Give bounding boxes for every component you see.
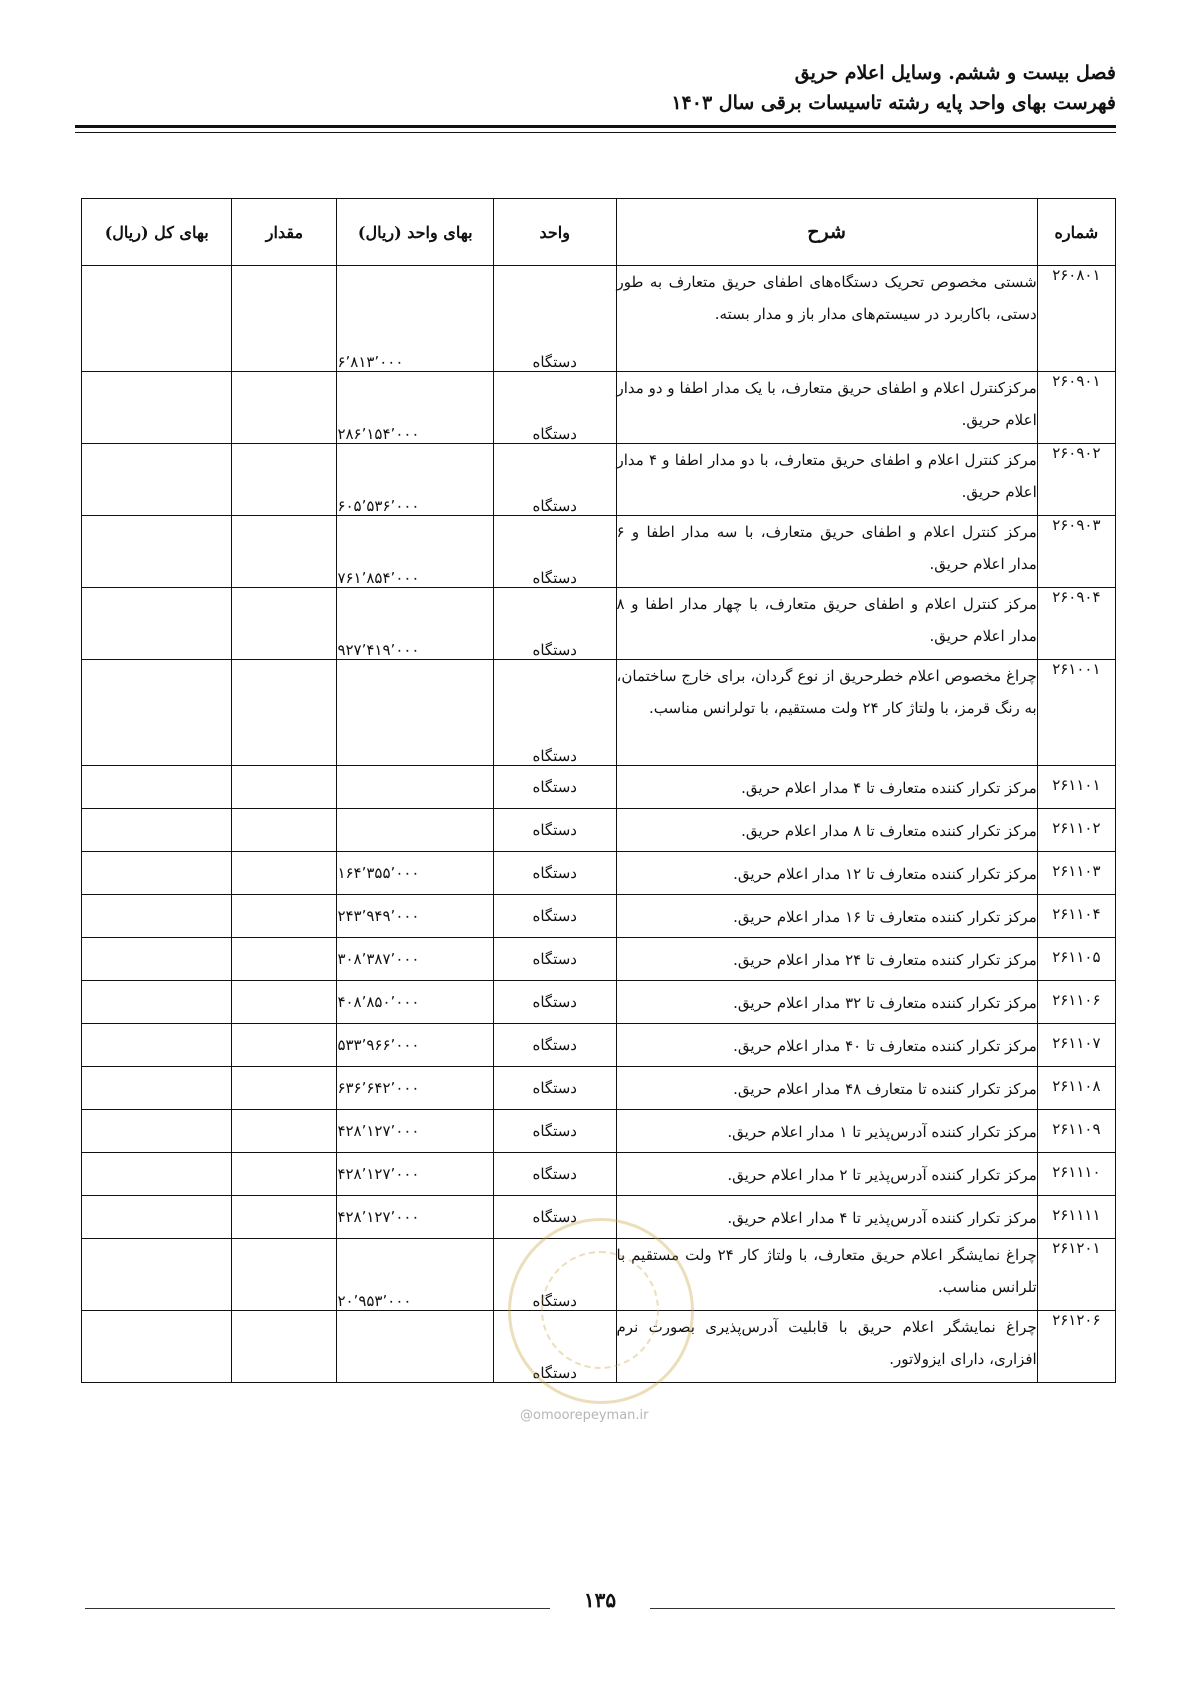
item-total-price: [82, 852, 232, 895]
item-total-price: [82, 981, 232, 1024]
item-quantity: [232, 588, 337, 660]
item-total-price: [82, 588, 232, 660]
price-list-table: [81, 198, 1116, 1383]
item-code: ۲۶۰۹۰۳: [1037, 516, 1115, 588]
document-title: فهرست بهای واحد پایه رشته تاسیسات برقی سال ۱۴۰۳: [671, 92, 1116, 114]
item-unit-price: ۱۶۴٬۳۵۵٬۰۰۰: [337, 852, 494, 895]
item-quantity: [232, 1196, 337, 1239]
item-unit-price: ۴۰۸٬۸۵۰٬۰۰۰: [337, 981, 494, 1024]
item-unit-price: ۲۰٬۹۵۳٬۰۰۰: [337, 1239, 494, 1311]
item-unit: دستگاه: [493, 266, 616, 372]
item-code: ۲۶۰۸۰۱: [1037, 266, 1115, 372]
item-total-price: [82, 516, 232, 588]
item-code: ۲۶۱۱۰۱: [1037, 766, 1115, 809]
item-description: مرکزکنترل اعلام و اطفای حریق متعارف، با یک مدار اطفا و دو مدار اعلام حریق.: [616, 372, 1037, 444]
item-description: مرکز تکرار کننده آدرس‌پذیر تا ۱ مدار اعلام حریق.: [616, 1110, 1037, 1153]
footer-rule-right: [650, 1608, 1115, 1609]
page-number: ۱۳۵: [583, 1588, 617, 1612]
item-description: مرکز کنترل اعلام و اطفای حریق متعارف، با چهار مدار اطفا و ۸ مدار اعلام حریق.: [616, 588, 1037, 660]
item-unit: دستگاه: [493, 1067, 616, 1110]
item-total-price: [82, 766, 232, 809]
item-unit: دستگاه: [493, 895, 616, 938]
item-code: ۲۶۱۰۰۱: [1037, 660, 1115, 766]
item-description: چراغ نمایشگر اعلام حریق متعارف، با ولتاژ کار ۲۴ ولت مستقیم با تلرانس مناسب.: [616, 1239, 1037, 1311]
item-description: شستی مخصوص تحریک دستگاه‌های اطفای حریق متعارف به طور دستی، باکاربرد در سیستم‌های مدار باز و مدار بسته.: [616, 266, 1037, 372]
item-unit: دستگاه: [493, 1196, 616, 1239]
item-unit: دستگاه: [493, 660, 616, 766]
item-quantity: [232, 766, 337, 809]
watermark-text: @omoorepeyman.ir: [520, 1408, 649, 1423]
item-code: ۲۶۱۱۰۲: [1037, 809, 1115, 852]
item-total-price: [82, 1024, 232, 1067]
item-code: ۲۶۰۹۰۴: [1037, 588, 1115, 660]
table-row: [82, 852, 1116, 895]
item-unit: دستگاه: [493, 809, 616, 852]
item-total-price: [82, 1067, 232, 1110]
item-quantity: [232, 895, 337, 938]
item-code: ۲۶۰۹۰۲: [1037, 444, 1115, 516]
item-unit-price: ۴۲۸٬۱۲۷٬۰۰۰: [337, 1153, 494, 1196]
item-quantity: [232, 1153, 337, 1196]
table-row: [82, 1067, 1116, 1110]
header-unit-price: بهای واحد (ریال): [337, 199, 494, 266]
item-quantity: [232, 852, 337, 895]
table-row: [82, 981, 1116, 1024]
item-unit-price: ۶۰۵٬۵۳۶٬۰۰۰: [337, 444, 494, 516]
item-quantity: [232, 1110, 337, 1153]
item-code: ۲۶۱۲۰۶: [1037, 1311, 1115, 1383]
item-unit: دستگاه: [493, 1110, 616, 1153]
page-header: [76, 58, 1116, 118]
item-unit: دستگاه: [493, 444, 616, 516]
item-description: مرکز تکرار کننده متعارف تا ۴ مدار اعلام حریق.: [616, 766, 1037, 809]
item-unit: دستگاه: [493, 1311, 616, 1383]
item-code: ۲۶۱۱۱۰: [1037, 1153, 1115, 1196]
table-row: [82, 1153, 1116, 1196]
item-total-price: [82, 938, 232, 981]
item-unit: دستگاه: [493, 1239, 616, 1311]
item-code: ۲۶۱۱۰۹: [1037, 1110, 1115, 1153]
item-unit: دستگاه: [493, 981, 616, 1024]
item-quantity: [232, 1311, 337, 1383]
item-code: ۲۶۱۱۰۵: [1037, 938, 1115, 981]
item-quantity: [232, 938, 337, 981]
item-unit: دستگاه: [493, 852, 616, 895]
item-quantity: [232, 809, 337, 852]
chapter-title: فصل بیست و ششم. وسایل اعلام حریق: [794, 62, 1116, 84]
item-unit-price: ۶٬۸۱۳٬۰۰۰: [337, 266, 494, 372]
item-description: چراغ نمایشگر اعلام حریق با قابلیت آدرس‌پذیری بصورت نرم افزاری، دارای ایزولاتور.: [616, 1311, 1037, 1383]
item-quantity: [232, 981, 337, 1024]
item-total-price: [82, 444, 232, 516]
footer-rule-left: [85, 1608, 550, 1609]
item-total-price: [82, 1239, 232, 1311]
item-description: مرکز تکرار کننده متعارف تا ۲۴ مدار اعلام حریق.: [616, 938, 1037, 981]
item-description: مرکز تکرار کننده آدرس‌پذیر تا ۲ مدار اعلام حریق.: [616, 1153, 1037, 1196]
table-row: [82, 372, 1116, 444]
table-row: [82, 266, 1116, 372]
item-quantity: [232, 1239, 337, 1311]
item-description: مرکز کنترل اعلام و اطفای حریق متعارف، با سه مدار اطفا و ۶ مدار اعلام حریق.: [616, 516, 1037, 588]
item-quantity: [232, 372, 337, 444]
item-description: مرکز تکرار کننده متعارف تا ۴۰ مدار اعلام حریق.: [616, 1024, 1037, 1067]
item-unit: دستگاه: [493, 1153, 616, 1196]
item-description: مرکز تکرار کننده متعارف تا ۳۲ مدار اعلام حریق.: [616, 981, 1037, 1024]
item-code: ۲۶۱۲۰۱: [1037, 1239, 1115, 1311]
item-unit: دستگاه: [493, 938, 616, 981]
table-row: [82, 895, 1116, 938]
item-unit: دستگاه: [493, 588, 616, 660]
item-unit-price: [337, 660, 494, 766]
header-total-price: بهای کل (ریال): [82, 199, 232, 266]
item-unit-price: ۷۶۱٬۸۵۴٬۰۰۰: [337, 516, 494, 588]
header-code: شماره: [1037, 199, 1115, 266]
item-unit-price: ۶۳۶٬۶۴۲٬۰۰۰: [337, 1067, 494, 1110]
item-unit-price: ۳۰۸٬۳۸۷٬۰۰۰: [337, 938, 494, 981]
item-quantity: [232, 266, 337, 372]
item-total-price: [82, 895, 232, 938]
item-code: ۲۶۱۱۰۷: [1037, 1024, 1115, 1067]
item-total-price: [82, 372, 232, 444]
item-unit-price: ۲۸۶٬۱۵۴٬۰۰۰: [337, 372, 494, 444]
item-quantity: [232, 1024, 337, 1067]
item-unit-price: ۹۲۷٬۴۱۹٬۰۰۰: [337, 588, 494, 660]
item-unit-price: [337, 1311, 494, 1383]
item-unit: دستگاه: [493, 1024, 616, 1067]
item-description: مرکز تکرار کننده آدرس‌پذیر تا ۴ مدار اعلام حریق.: [616, 1196, 1037, 1239]
table-row: [82, 766, 1116, 809]
item-code: ۲۶۱۱۱۱: [1037, 1196, 1115, 1239]
item-unit-price: [337, 766, 494, 809]
item-total-price: [82, 266, 232, 372]
item-description: مرکز تکرار کننده تا متعارف ۴۸ مدار اعلام حریق.: [616, 1067, 1037, 1110]
item-total-price: [82, 1153, 232, 1196]
item-total-price: [82, 660, 232, 766]
header-quantity: مقدار: [232, 199, 337, 266]
table-row: [82, 1196, 1116, 1239]
table-row: [82, 809, 1116, 852]
header-description: شرح: [616, 199, 1037, 266]
item-total-price: [82, 1196, 232, 1239]
item-description: چراغ مخصوص اعلام خطرحریق از نوع گردان، برای خارج ساختمان، به رنگ قرمز، با ولتاژ کار ۲۴ ولت مستقیم، با تولرانس مناسب.: [616, 660, 1037, 766]
table-row: [82, 1024, 1116, 1067]
table-row: [82, 1311, 1116, 1383]
item-description: مرکز تکرار کننده متعارف تا ۱۶ مدار اعلام حریق.: [616, 895, 1037, 938]
item-code: ۲۶۱۱۰۶: [1037, 981, 1115, 1024]
item-description: مرکز تکرار کننده متعارف تا ۱۲ مدار اعلام حریق.: [616, 852, 1037, 895]
item-total-price: [82, 1110, 232, 1153]
item-unit-price: ۲۴۳٬۹۴۹٬۰۰۰: [337, 895, 494, 938]
item-code: ۲۶۱۱۰۸: [1037, 1067, 1115, 1110]
table-row: [82, 444, 1116, 516]
item-code: ۲۶۱۱۰۳: [1037, 852, 1115, 895]
table-row: [82, 938, 1116, 981]
item-description: مرکز تکرار کننده متعارف تا ۸ مدار اعلام حریق.: [616, 809, 1037, 852]
item-unit: دستگاه: [493, 516, 616, 588]
item-description: مرکز کنترل اعلام و اطفای حریق متعارف، با دو مدار اطفا و ۴ مدار اعلام حریق.: [616, 444, 1037, 516]
table-row: [82, 516, 1116, 588]
item-quantity: [232, 444, 337, 516]
item-unit-price: ۵۳۳٬۹۶۶٬۰۰۰: [337, 1024, 494, 1067]
item-code: ۲۶۰۹۰۱: [1037, 372, 1115, 444]
item-quantity: [232, 660, 337, 766]
item-unit-price: [337, 809, 494, 852]
item-quantity: [232, 1067, 337, 1110]
table-row: [82, 1239, 1116, 1311]
item-unit-price: ۴۲۸٬۱۲۷٬۰۰۰: [337, 1196, 494, 1239]
table-row: [82, 1110, 1116, 1153]
table-row: [82, 588, 1116, 660]
table-row: [82, 660, 1116, 766]
item-quantity: [232, 516, 337, 588]
item-unit: دستگاه: [493, 372, 616, 444]
header-rule-thin: [75, 132, 1116, 133]
header-rule-thick: [75, 125, 1116, 128]
item-unit: دستگاه: [493, 766, 616, 809]
item-code: ۲۶۱۱۰۴: [1037, 895, 1115, 938]
item-unit-price: ۴۲۸٬۱۲۷٬۰۰۰: [337, 1110, 494, 1153]
table-header-row: [82, 199, 1116, 266]
item-total-price: [82, 1311, 232, 1383]
header-unit: واحد: [493, 199, 616, 266]
item-total-price: [82, 809, 232, 852]
